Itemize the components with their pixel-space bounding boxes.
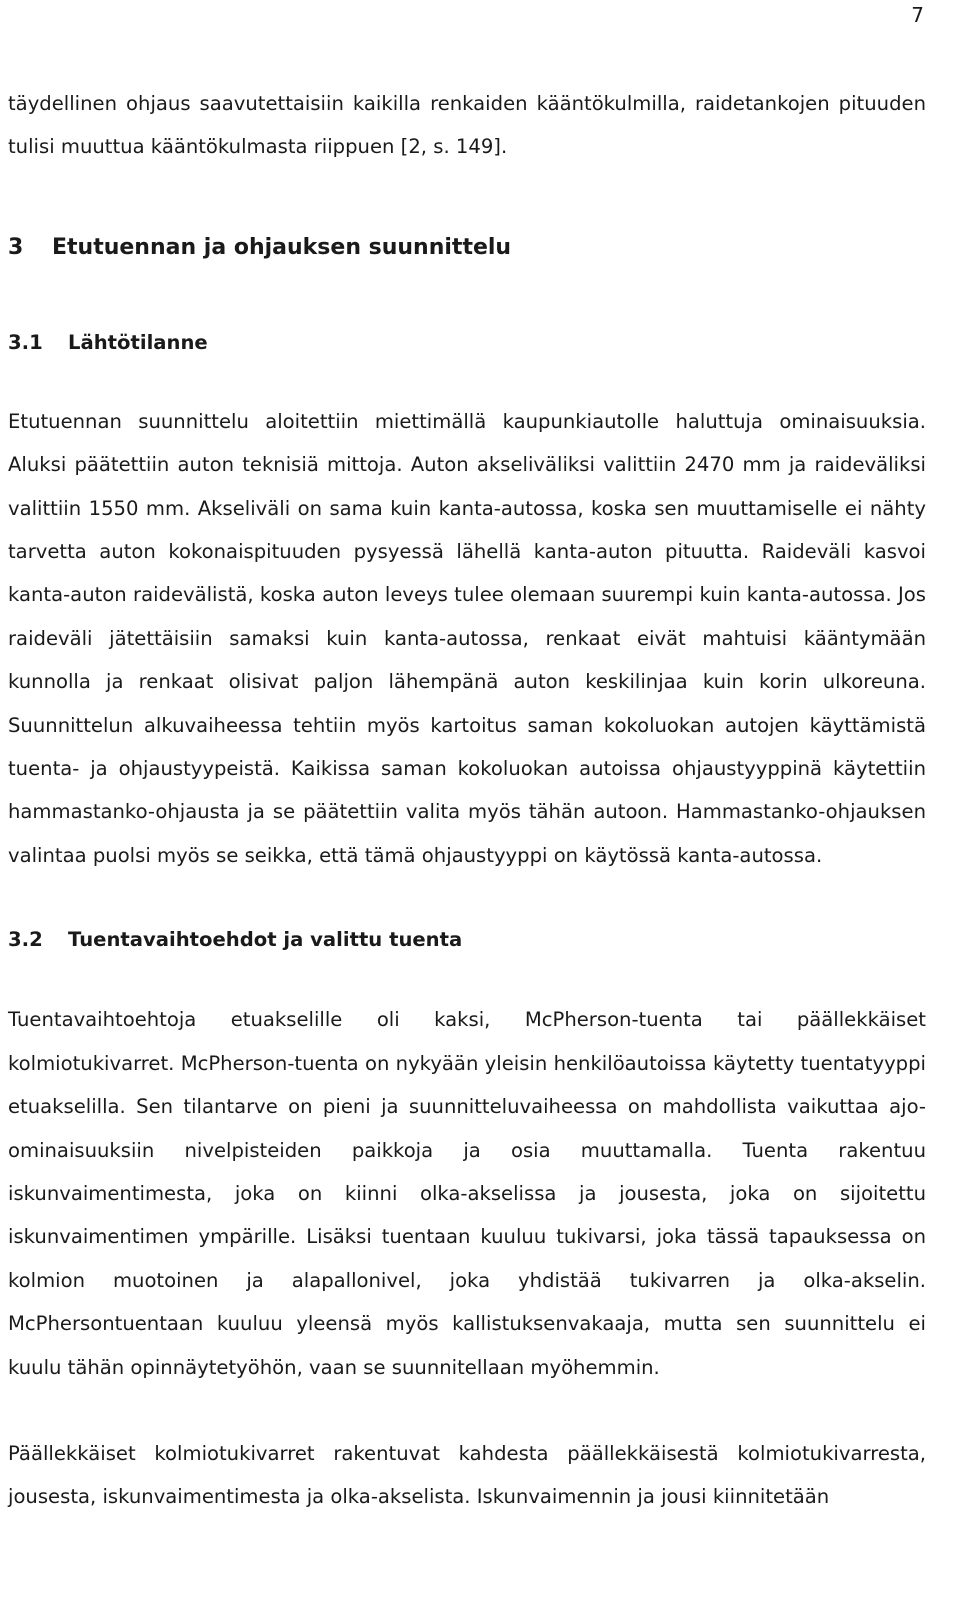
page-number: 7 — [911, 3, 924, 27]
section-heading-3 — [8, 234, 926, 262]
subsection-number: 3.1 — [8, 330, 43, 354]
subsection-title: Tuentavaihtoehdot ja valittu tuenta — [68, 928, 463, 952]
paragraph-double-wishbone: Päällekkäiset kolmiotukivarret rakentuvat kahdesta päällekkäisestä kolmiotukivarresta, jousesta, iskunvaimentimesta ja olka-akselista. Iskunvaimennin ja jousi kiinnitetään — [8, 1441, 926, 1509]
subsection-title: Lähtötilanne — [68, 330, 208, 354]
page-content — [8, 82, 926, 1519]
section-title: Etutuennan ja ohjauksen suunnittelu — [52, 234, 512, 260]
subsection-heading-3-1 — [8, 329, 926, 357]
section-number: 3 — [8, 234, 24, 260]
subsection-number: 3.2 — [8, 928, 43, 952]
subsection-heading-3-2 — [8, 926, 926, 954]
paragraph-suspension-options: Tuentavaihtoehtoja etuakselille oli kaksi, McPherson-tuenta tai päällekkäiset kolmiotukivarret. McPherson-tuenta on nykyään yleisin henkilöautoissa käytetty tuentatyyppi etuakselilla. Sen tilantarve on pieni ja suunnitteluvaiheessa on mahdollista vaikuttaa ajo-ominaisuuksiin nivelpisteiden paikkoja ja osia muuttamalla. Tuenta rakentuu iskunvaimentimesta, joka on kiinni olka-akselissa ja jousesta, joka on sijoitettu iskunvaimentimen ympärille. Lisäksi tuentaan kuuluu tukivarsi, joka tässä tapauksessa on kolmion muotoinen ja alapallonivel, joka yhdistää tukivarren ja olka-akselin. McPhersontuentaan kuuluu yleensä myös kallistuksenvakaaja, mutta sen suunnittelu ei kuulu tähän opinnäytetyöhön, vaan se suunnitellaan myöhemmin. — [8, 1008, 926, 1379]
paragraph-starting-point: Etutuennan suunnittelu aloitettiin miettimällä kaupunkiautolle haluttuja ominaisuuksia. Aluksi päätettiin auton teknisiä mittoja. Auton akseliväliksi valittiin 2470 mm ja raideväliksi valittiin 1550 mm. Akseliväli on sama kuin kanta-autossa, koska sen muuttamiselle ei nähty tarvetta auton kokonaispituuden pysyessä lähellä kanta-auton pituutta. Raideväli kasvoi kanta-auton raidevälistä, koska auton leveys tulee olemaan suurempi kuin kanta-autossa. Jos raideväli jätettäisiin samaksi kuin kanta-autossa, renkaat eivät mahtuisi kääntymään kunnolla ja renkaat olisivat paljon lähempänä auton keskilinjaa kuin korin ulkoreuna. Suunnittelun alkuvaiheessa tehtiin myös kartoitus saman kokoluokan autojen käyttämistä tuenta- ja ohjaustyypeistä. Kaikissa saman kokoluokan autoissa ohjaustyyppinä käytettiin hammastanko-ohjausta ja se päätettiin valita myös tähän autoon. Hammastanko-ohjauksen valintaa puolsi myös se seikka, että tämä ohjaustyyppi on käytössä kanta-autossa. — [8, 409, 926, 867]
paragraph-intro: täydellinen ohjaus saavutettaisiin kaikilla renkaiden kääntökulmilla, raidetankojen pituuden tulisi muuttua kääntökulmasta riippuen [2, s. 149]. — [8, 92, 926, 159]
